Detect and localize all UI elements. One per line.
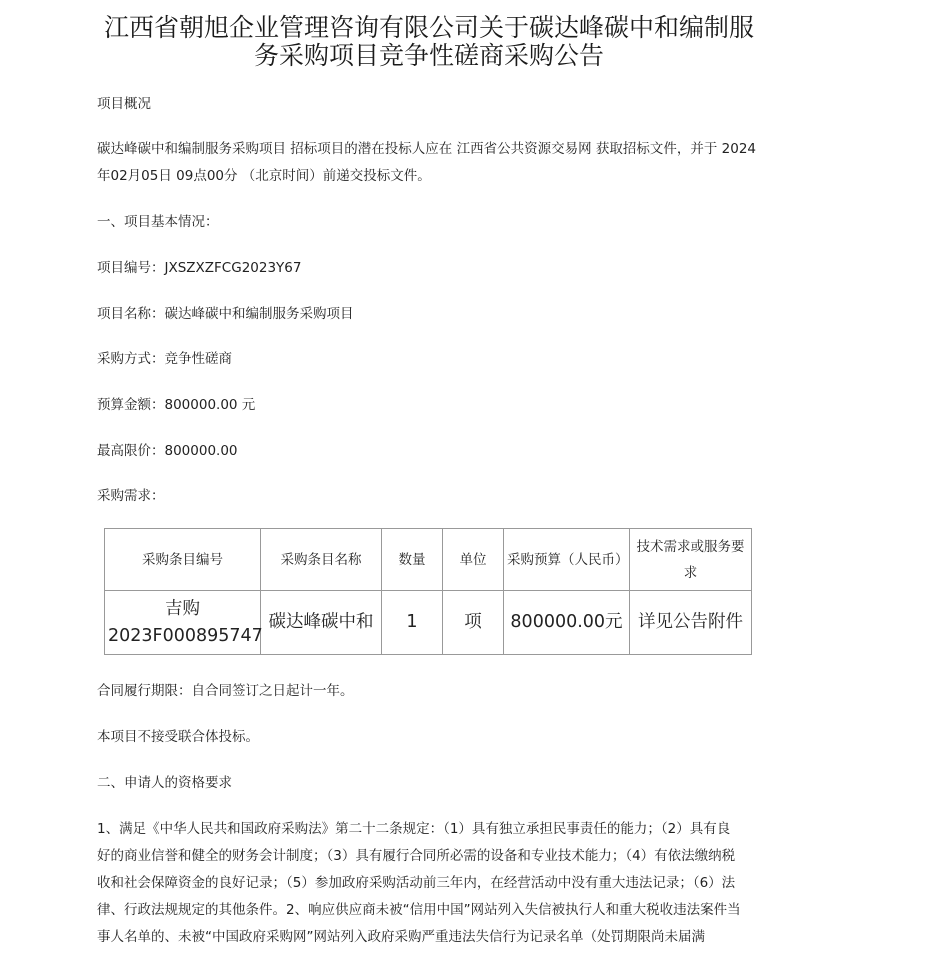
project-number: 项目编号：JXSZXZFCG2023Y67 (97, 260, 302, 276)
contract-period: 合同履行期限：自合同签订之日起计一年。 (97, 683, 354, 699)
header-quantity: 数量 (382, 529, 443, 591)
qualification-paragraph (97, 816, 757, 951)
cell-item-name: 碳达峰碳中和 (261, 591, 382, 655)
header-requirements: 技术需求或服务要求 (630, 529, 752, 591)
intro-line-1: 碳达峰碳中和编制服务采购项目 招标项目的潜在投标人应在 江西省公共资源交易网 获取招标文件，并于 2024 (97, 141, 757, 157)
requirements-table (104, 528, 752, 655)
table-header-row (105, 529, 752, 591)
qualification-line-5: 事人名单的、未被“中国政府采购网”网站列入政府采购严重违法失信行为记录名单（处罚期限尚未届满 (97, 929, 705, 945)
requirements-heading: 采购需求： (97, 488, 165, 504)
header-item-name: 采购条目名称 (261, 529, 382, 591)
page-title-line-2: 务采购项目竞争性磋商采购公告 (253, 41, 604, 70)
cell-item-number: 吉购2023F000895747 (105, 591, 261, 655)
cell-quantity: 1 (382, 591, 443, 655)
section2-heading: 二、申请人的资格要求 (97, 775, 232, 791)
project-name: 项目名称：碳达峰碳中和编制服务采购项目 (97, 306, 354, 322)
qualification-line-3: 收和社会保障资金的良好记录；（5）参加政府采购活动前三年内，在经营活动中没有重大违法记录；（6）法 (97, 875, 736, 891)
cell-requirements: 详见公告附件 (630, 591, 752, 655)
page-title-line-1: 江西省朝旭企业管理咨询有限公司关于碳达峰碳中和编制服 (103, 13, 754, 42)
max-price: 最高限价：800000.00 (97, 443, 238, 459)
qualification-line-4: 律、行政法规规定的其他条件。2、响应供应商未被“信用中国”网站列入失信被执行人和重大税收违法案件当 (97, 902, 741, 918)
cell-budget: 800000.00元 (504, 591, 630, 655)
qualification-line-1: 1、满足《中华人民共和国政府采购法》第二十二条规定：（1）具有独立承担民事责任的能力；（2）具有良 (97, 821, 731, 837)
header-unit: 单位 (443, 529, 504, 591)
cell-unit: 项 (443, 591, 504, 655)
overview-heading: 项目概况 (97, 96, 151, 112)
intro-line-2: 年02月05日 09点00分 （北京时间）前递交投标文件。 (97, 168, 431, 184)
header-budget: 采购预算（人民币） (504, 529, 630, 591)
header-item-number: 采购条目编号 (105, 529, 261, 591)
section1-heading: 一、项目基本情况： (97, 214, 219, 230)
no-consortium-note: 本项目不接受联合体投标。 (97, 729, 259, 745)
qualification-line-2: 好的商业信誉和健全的财务会计制度；（3）具有履行合同所必需的设备和专业技术能力；（4）有依法缴纳税 (97, 848, 736, 864)
intro-paragraph (97, 136, 757, 190)
procurement-method: 采购方式：竞争性磋商 (97, 351, 232, 367)
page-title (90, 14, 768, 70)
table-row (105, 591, 752, 655)
budget-amount: 预算金额：800000.00 元 (97, 397, 256, 413)
